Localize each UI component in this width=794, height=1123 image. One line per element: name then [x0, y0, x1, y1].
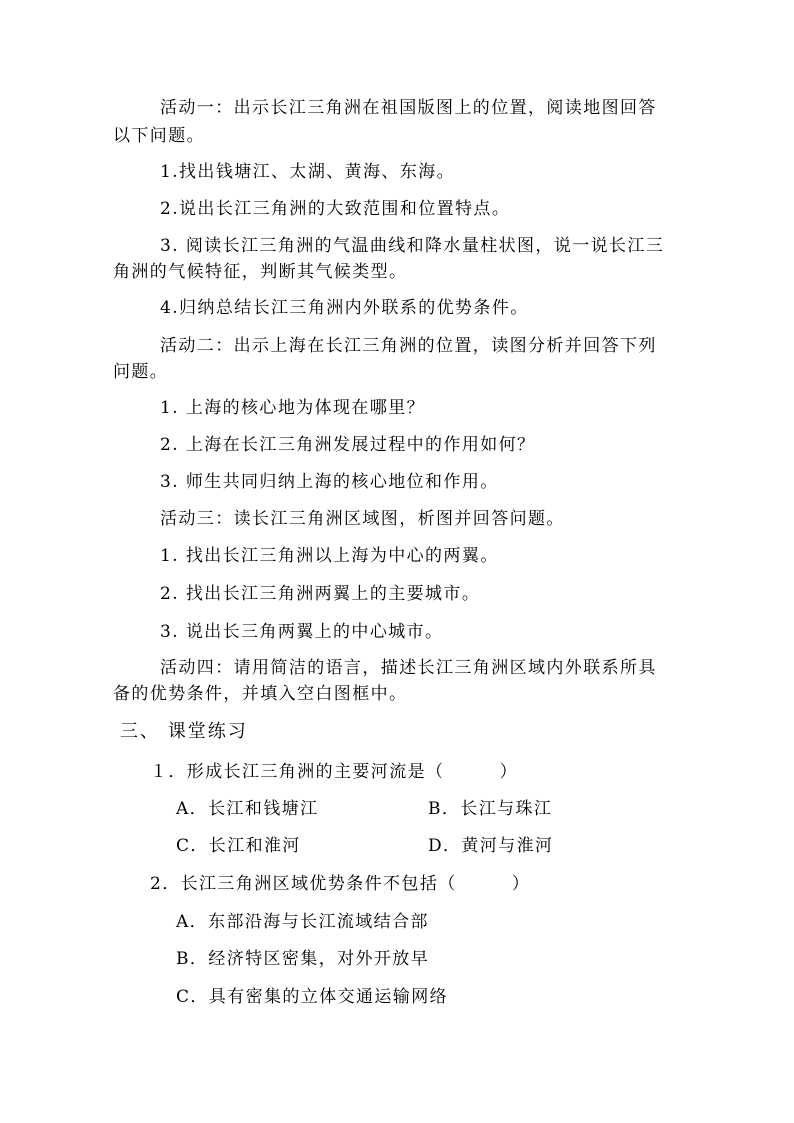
question-1-stem: １．形成长江三角洲的主要河流是（ ） — [150, 762, 518, 782]
exercise-heading: 三、 课堂练习 — [120, 721, 248, 742]
activity1-intro: 活动一：出示长江三角洲在祖国版图上的位置，阅读地图回答 — [160, 98, 657, 118]
question-1-option-d: D．黄河与淮河 — [428, 836, 554, 856]
question-2-option-b: B．经济特区密集，对外开放早 — [176, 949, 430, 969]
activity3-intro: 活动三：读长江三角洲区域图，析图并回答问题。 — [160, 509, 565, 529]
activity3-item-2: 2. 找出长江三角洲两翼上的主要城市。 — [160, 584, 481, 604]
activity1-item-4: 4.归纳总结长江三角洲内外联系的优势条件。 — [160, 298, 529, 318]
question-1-option-c: C．长江和淮河 — [176, 836, 301, 856]
activity4-intro: 活动四：请用简洁的语言，描述长江三角洲区域内外联系所具 — [160, 658, 657, 678]
activity2-item-1: 1. 上海的核心地为体现在哪里？ — [160, 398, 426, 418]
question-2-option-c: C．具有密集的立体交通运输网络 — [176, 987, 449, 1007]
question-1-option-b: B．长江与珠江 — [428, 799, 553, 819]
activity3-item-3: 3. 说出长三角两翼上的中心城市。 — [160, 622, 444, 642]
activity1-item-3: 3. 阅读长江三角洲的气温曲线和降水量柱状图，说一说长江三 — [160, 236, 665, 256]
activity2-item-2: 2. 上海在长江三角洲发展过程中的作用如何？ — [160, 435, 536, 455]
question-2-option-a: A．东部沿海与长江流域结合部 — [176, 912, 429, 932]
activity1-item-3-cont: 角洲的气候特征，判断其气候类型。 — [113, 262, 408, 282]
activity1-item-2: 2.说出长江三角洲的大致范围和位置特点。 — [160, 199, 511, 219]
question-1-option-a: A．长江和钱塘江 — [176, 799, 319, 819]
activity2-intro-cont: 问题。 — [113, 362, 169, 382]
activity2-intro: 活动二：出示上海在长江三角洲的位置，读图分析并回答下列 — [160, 336, 657, 356]
activity1-intro-cont: 以下问题。 — [113, 126, 205, 146]
activity3-item-1: 1. 找出长江三角洲以上海为中心的两翼。 — [160, 546, 499, 566]
activity1-item-1: 1.找出钱塘江、太湖、黄海、东海。 — [160, 162, 456, 182]
question-2-stem: 2．长江三角洲区域优势条件不包括（ ） — [150, 874, 531, 894]
activity2-item-3: 3. 师生共同归纳上海的核心地位和作用。 — [160, 472, 499, 492]
activity4-intro-cont: 备的优势条件，并填入空白图框中。 — [113, 684, 408, 704]
